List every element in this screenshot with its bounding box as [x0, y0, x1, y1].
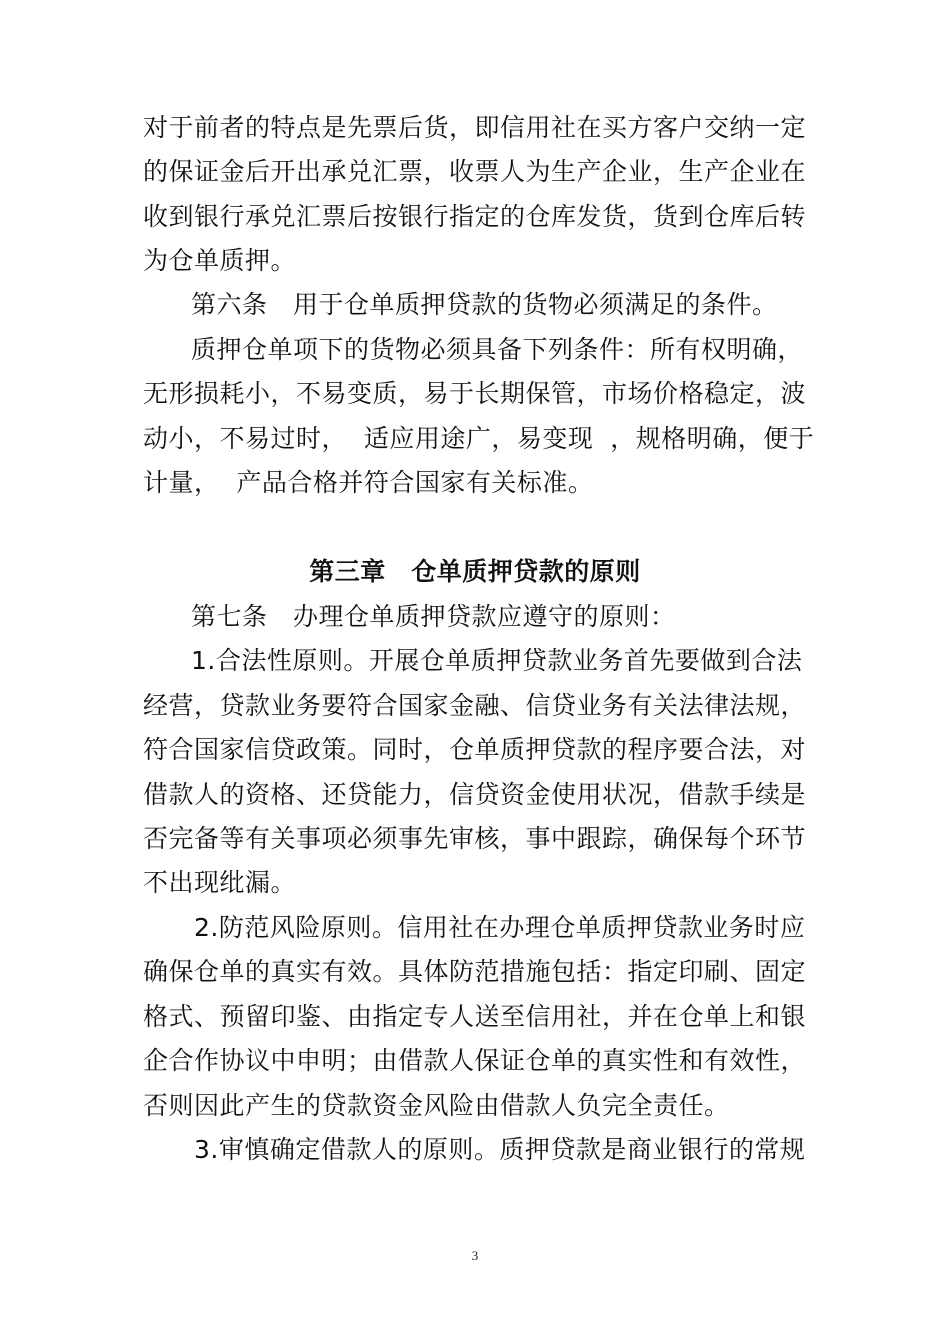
paragraph-line: 否完备等有关事项必须事先审核，事中跟踪，确保每个环节	[143, 824, 807, 853]
paragraph-line: 否则因此产生的贷款资金风险由借款人负完全责任。	[143, 1091, 730, 1120]
paragraph-line: 符合国家信贷政策。同时，仓单质押贷款的程序要合法，对	[143, 735, 807, 764]
paragraph-line: 企合作协议中申明；由借款人保证仓单的真实性和有效性，	[143, 1046, 807, 1075]
paragraph-line: 对于前者的特点是先票后货，即信用社在买方客户交纳一定	[143, 113, 807, 142]
article-six-heading: 第六条 用于仓单质押贷款的货物必须满足的条件。	[191, 290, 778, 319]
paragraph-line: 1.合法性原则。开展仓单质押贷款业务首先要做到合法	[191, 646, 803, 675]
paragraph-line: 无形损耗小，不易变质，易于长期保管，市场价格稳定，波	[143, 379, 807, 408]
paragraph-line: 质押仓单项下的货物必须具备下列条件：所有权明确，	[191, 335, 804, 364]
page-number: 3	[471, 1248, 479, 1263]
paragraph-line: 2.防范风险原则。信用社在办理仓单质押贷款业务时应	[194, 913, 806, 942]
paragraph-line: 格式、预留印鉴、由指定专人送至信用社，并在仓单上和银	[143, 1002, 807, 1031]
paragraph-line: 不出现纰漏。	[143, 868, 297, 897]
paragraph-line: 确保仓单的真实有效。具体防范措施包括：指定印刷、固定	[143, 957, 807, 986]
paragraph-line: 3.审慎确定借款人的原则。质押贷款是商业银行的常规	[194, 1135, 806, 1164]
paragraph-line: 计量， 产品合格并符合国家有关标准。	[143, 468, 594, 497]
paragraph-line: 为仓单质押。	[143, 246, 297, 275]
chapter-three-title: 第三章 仓单质押贷款的原则	[309, 557, 641, 586]
paragraph-line: 借款人的资格、还贷能力，信贷资金使用状况，借款手续是	[143, 780, 807, 809]
paragraph-line: 收到银行承兑汇票后按银行指定的仓库发货，货到仓库后转	[143, 202, 807, 231]
paragraph-line: 经营，贷款业务要符合国家金融、信贷业务有关法律法规，	[143, 691, 807, 720]
article-seven-heading: 第七条 办理仓单质押贷款应遵守的原则：	[191, 602, 676, 631]
paragraph-line: 动小，不易过时， 适应用途广，易变现 ，规格明确，便于	[143, 424, 815, 453]
paragraph-line: 的保证金后开出承兑汇票，收票人为生产企业，生产企业在	[143, 157, 807, 186]
